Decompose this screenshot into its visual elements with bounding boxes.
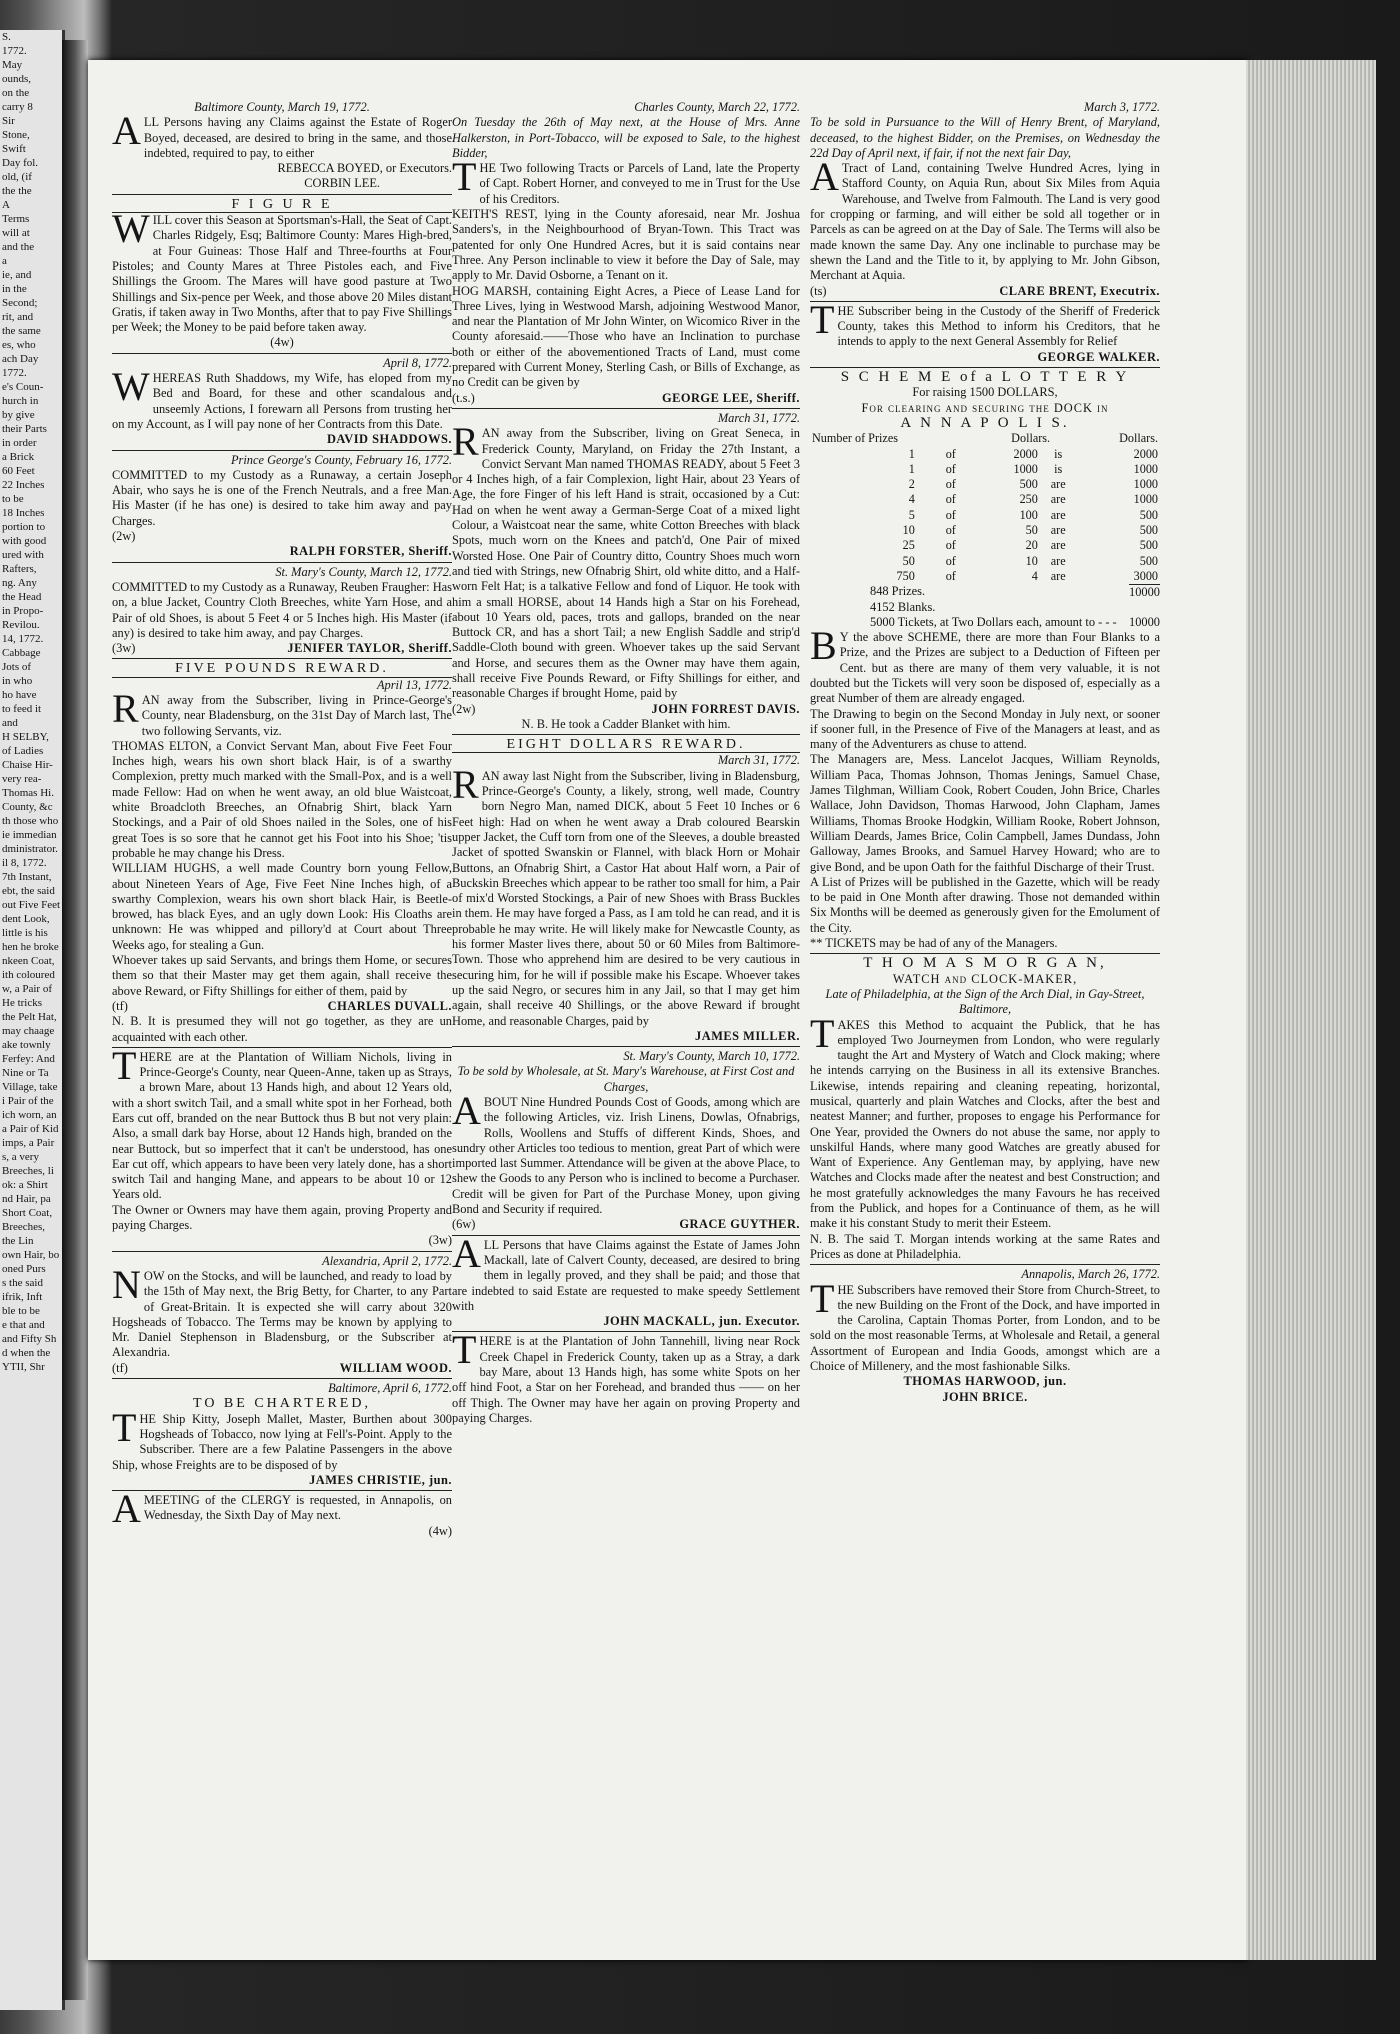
table-row — [810, 508, 1160, 523]
ad-code: (tf) — [112, 998, 128, 1013]
ad-code: (4w) — [428, 1523, 452, 1538]
ad-body: Whoever takes up said Servants, and brings them Home, or secures them so that their Master may get them again, shall receive the above Reward, or Fifty Shillings for either of them, paid by — [112, 953, 452, 998]
ad-figure-stallion — [112, 197, 452, 354]
ad-body: COMMITTED to my Custody as a Runaway, a certain Joseph Abair, who says he is one of the French Neutrals, and a free Man. His Master (if he has one) is desired to take him away and pay Charges. — [112, 467, 452, 528]
facing-page-line: Breeches, — [2, 1221, 46, 1233]
table-cell: 500 — [1139, 553, 1158, 568]
facing-page-line: Thomas Hi. — [2, 787, 54, 799]
ad-body: A List of Prizes will be published in the Gazette, which will be ready to be paid in One Month after drawing. Those not demanded within Six Months will be deemed as generously given for the Emolument of the City. — [810, 874, 1160, 935]
dateline: St. Mary's County, March 10, 1772. — [623, 1049, 800, 1064]
signature: JENIFER TAYLOR, Sheriff. — [287, 641, 452, 656]
ad-body: ALL Persons having any Claims against the Estate of Roger Boyed, deceased, are desired to bring in the same, and those indebted, required to pay, to either — [112, 108, 452, 160]
table-cell: 2000 — [1133, 446, 1158, 461]
facing-page-line: ounds, — [2, 73, 32, 85]
ad-body: THERE is at the Plantation of John Tannehill, living near Rock Creek Chapel in Frederick County, taken up as a Stray, a dark bay Mare, about 13 Hands high, has some white Spots on her off hind Foot, a Star on her Forehead, and branded thus —— on her off Thigh. The Owner may have her again on proving Property and paying Charges. — [452, 1327, 800, 1425]
facing-page-line: YTII, Shr — [2, 1361, 45, 1373]
facing-page-line: 1772. — [2, 45, 27, 57]
tickets-line: 5000 Tickets, at Two Dollars each, amount to - - - — [870, 614, 1117, 629]
table-cell: 25 — [902, 538, 915, 553]
table-cell: are — [1050, 523, 1066, 538]
facing-page-line: S. — [2, 31, 11, 43]
ad-body: BY the above SCHEME, there are more than Four Blanks to a Prize, and the Prizes are subject to a Deduction of Fifteen per Cent. but as there are many of them very valuable, it is not doubted but the Tickets will very soon be disposed of, especially as a great Number of them are already engaged. — [810, 623, 1160, 706]
prize-rows — [810, 447, 1160, 585]
ad-code: (2w) — [452, 701, 476, 716]
ad-brent-land — [810, 100, 1160, 302]
table-cell: of — [945, 461, 956, 476]
facing-page-line: i Pair of the — [2, 1095, 54, 1107]
facing-page-line: Chaise Hir- — [2, 759, 53, 771]
facing-page-line: old, (if — [2, 171, 32, 183]
facing-page-line: the Lin — [2, 1235, 34, 1247]
facing-page-line: il 8, 1772. — [2, 857, 47, 869]
ad-fraugher-runaway — [112, 565, 452, 660]
column-header: Number of Prizes — [812, 431, 898, 446]
dateline: Alexandria, April 2, 1772. — [322, 1253, 452, 1268]
facing-page-line: Rafters, — [2, 563, 37, 575]
signature: JAMES MILLER. — [695, 1028, 800, 1043]
ad-body: WILLIAM HUGHS, a well made Country born young Fellow, about Nineteen Years of Age, Five Feet Nine Inches high, of a swarthy Complexion, wears his own short black Hair, is Beetle-browed, has black Eyes, and an ugly down Look: His Cloaths are unknown: He was whipped and pillory'd at Court about Three Weeks ago, for stealing a Gun. — [112, 861, 452, 952]
table-cell: 100 — [1019, 507, 1038, 522]
ad-subheading: Late of Philadelphia, at the Sign of the Arch Dial, in Gay-Street, Baltimore, — [825, 986, 1145, 1017]
facing-page-line: Second; — [2, 297, 38, 309]
table-cell: 2 — [908, 477, 915, 492]
dateline: Baltimore, April 6, 1772. — [328, 1381, 452, 1396]
facing-page-line: imps, a Pair — [2, 1137, 55, 1149]
table-cell: of — [945, 538, 956, 553]
ad-body: KEITH'S REST, lying in the County aforesaid, near Mr. Joshua Sanders's, in the Neighbourhood of Bryan-Town. This Tract was patented for only One Hundred Acres, but it is said contains near Three. Any Person inclinable to view it before the Day of Sale, may apply to Mr. David Osborne, a Tenant on it. — [452, 207, 800, 283]
facing-page-line: hurch in — [2, 395, 39, 407]
signature: RALPH FORSTER, Sheriff. — [289, 544, 452, 559]
lottery-purpose: For raising 1500 DOLLARS, — [912, 385, 1058, 400]
facing-page-line: in order — [2, 437, 37, 449]
ad-intro: On Tuesday the 26th of May next, at the House of Mrs. Anne Halkerston, in Port-Tobacco, will be exposed to Sale, to the highest Bidder, — [452, 115, 800, 160]
dateline: April 8, 1772. — [383, 355, 452, 370]
signature: JAMES CHRISTIE, jun. — [309, 1472, 452, 1487]
prizes-total: 10000 — [1129, 585, 1160, 600]
ad-code: (t.s.) — [452, 390, 475, 405]
facing-page-line: in who — [2, 675, 33, 687]
facing-page-line: ake townly — [2, 1039, 51, 1051]
ad-heading: FIVE POUNDS REWARD. — [112, 661, 452, 677]
ad-guyther-goods — [452, 1049, 800, 1236]
ad-body: RAN away from the Subscriber, living on Great Seneca, in Frederick County, Maryland, on Friday the 27th Instant, a Convict Servant Man named THOMAS READY, about 5 Feet 3 or 4 Inches high, of a fair Complexion, light Hair, about 23 Years of Age, the fore Finger of his left Hand is strait, occasioned by a Cut: Had on when he went away a German-Serge Coat of a mixed light Colour, a Waistcoat near the same, white Cotton Breeches with black Spots, much worn on the Knees and patch'd, One Pair of mixed Worsted Hose. One Pair of Country ditto, Country Shoes much worn and tied with Strings, new Ofnabrig Shirt, old white ditto, and a Half-worn Felt Hat; is a talkative Fellow and fond of Liquor. He took with him a small HORSE, about 14 Hands high a Star on his Forehead, about 10 Years old, paces, trots and gallops, branded on the near Buttock CR, and has a short Tail; a new English Saddle and strip'd Saddle-Cloth bound with green. Whoever takes up the said Servant and Horse, and secures them as the Owner may have them again, shall receive Five Pounds Reward, or Fifty Shillings for either, and reasonable Charges if brought Home, paid by — [452, 419, 800, 701]
ad-code: (ts) — [810, 283, 827, 298]
ad-body: THE Two following Tracts or Parcels of Land, late the Property of Capt. Robert Horner, and conveyed to me in Trust for the Use of his Creditors. — [452, 154, 800, 206]
ad-eight-dollars-reward — [452, 737, 800, 1047]
dateline: Prince George's County, February 16, 1772. — [230, 452, 452, 467]
facing-page-line: to feed it — [2, 703, 42, 715]
dateline: St. Mary's County, March 12, 1772. — [275, 564, 452, 579]
facing-page-line: 18 Inches — [2, 507, 45, 519]
ad-clergy-meeting — [112, 1486, 452, 1539]
lottery-place: A N N A P O L I S. — [900, 414, 1070, 431]
facing-page-line: Sir — [2, 115, 15, 127]
facing-page-line: H SELBY, — [2, 731, 49, 743]
table-cell: 10 — [902, 523, 915, 538]
facing-page-line: ho have — [2, 689, 37, 701]
ad-body: The Drawing to begin on the Second Monday in July next, or sooner if sooner full, in the Presence of Five of the Managers at least, and as many of the Adventurers as chuse to attend. — [810, 706, 1160, 752]
facing-page-line: will at — [2, 227, 30, 239]
facing-page-line: Breeches, li — [2, 1165, 54, 1177]
facing-page-line: 60 Feet — [2, 465, 35, 477]
signature: JOHN MACKALL, jun. Executor. — [603, 1314, 800, 1329]
ad-heading: EIGHT DOLLARS REWARD. — [452, 737, 800, 753]
facing-page-line: 7th Instant, — [2, 871, 52, 883]
facing-page-line: ie immedian — [2, 829, 57, 841]
table-cell: of — [945, 507, 956, 522]
table-cell: 250 — [1019, 492, 1038, 507]
facing-page-line: es, who — [2, 339, 36, 351]
ad-body: The Managers are, Mess. Lancelot Jacques, William Reynolds, William Paca, Thomas Johnson, Thomas Jenings, Samuel Chase, James Tilghman, William Cook, Robert Couden, John Brice, Charles Wallace, John Davidson, Thomas Harwood, John Clapham, James Williams, Thomas Brooke Hodgkin, William Rooke, Robert Johnson, William Deards, James Brice, Colin Campbell, James Dundass, John Galloway, James Brooks, and Samuel Harvey Howard; who are to give Bond, and be upon Oath for the faithful Discharge of their Trust. — [810, 752, 1160, 874]
ad-code: (2w) — [112, 529, 136, 544]
facing-page-line: of Ladies — [2, 745, 44, 757]
facing-page-line: 1772. — [2, 367, 27, 379]
facing-page-line: A — [2, 199, 10, 211]
facing-page-line: rit, and — [2, 311, 34, 323]
table-cell: are — [1050, 507, 1066, 522]
facing-page-line: 14, 1772. — [2, 633, 44, 645]
facing-page-line: with good — [2, 535, 47, 547]
ad-body: THE Subscribers have removed their Store from Church-Street, to the new Building on the Front of the Dock, and have imported in the Carolina, Captain Thomas Porter, from London, and to be sold on the most reasonable Terms, at Wholesale and Retail, a general Assortment of European and India Goods, amongst which are a Choice of Millenery, and the most fashionable Silks. — [810, 1275, 1160, 1374]
facing-page-line: d when the — [2, 1347, 51, 1359]
facing-page-line: Ferfey: And — [2, 1053, 55, 1065]
signature: JOHN FORREST DAVIS. — [651, 701, 800, 716]
facing-page-line: ebt, the said — [2, 885, 55, 897]
table-row — [810, 538, 1160, 553]
table-cell: 1000 — [1013, 461, 1038, 476]
ad-body: AMEETING of the CLERGY is requested, in Annapolis, on Wednesday, the Sixth Day of May next. — [112, 1486, 452, 1532]
dateline: April 13, 1772. — [376, 677, 452, 692]
facing-page-line: portion to — [2, 521, 46, 533]
ad-body: COMMITTED to my Custody as a Runaway, Reuben Fraugher: Has on, a blue Jacket, Country Cloth Breeches, white Yarn Hose, and a Pair of old Shoes, is about 5 Feet 4 or 5 Inches high. His Master (if any) is desired to take him away, and pay Charges. — [112, 579, 452, 640]
table-cell: are — [1050, 568, 1066, 583]
facing-page-line: in the — [2, 283, 27, 295]
facing-page-line: May — [2, 59, 23, 71]
ad-code: (4w) — [270, 335, 294, 350]
table-row — [810, 569, 1160, 584]
facing-page-line: Short Coat, — [2, 1207, 53, 1219]
table-cell: 4 — [1031, 568, 1038, 583]
ad-heading: S C H E M E of a L O T T E R Y — [840, 369, 1130, 386]
dateline: March 31, 1772. — [717, 753, 800, 768]
facing-page-line: Nine or Ta — [2, 1067, 49, 1079]
ad-heading: TO BE CHARTERED, — [193, 1396, 371, 1412]
facing-page-line: ach Day — [2, 353, 39, 365]
dateline: Baltimore County, March 19, 1772. — [194, 100, 370, 114]
ad-body: RAN away from the Subscriber, living in Prince-George's County, near Bladensburg, on the 31st Day of March last, The two following Servants, viz. — [112, 685, 452, 738]
facing-page-line: the Pelt Hat, — [2, 1011, 57, 1023]
facing-page-line: County, &c — [2, 801, 53, 813]
table-header — [810, 431, 1160, 446]
facing-page-line: ng. Any — [2, 577, 37, 589]
facing-page-line: Stone, — [2, 129, 30, 141]
tickets-total: 10000 — [1129, 614, 1160, 629]
facing-page-line: e's Coun- — [2, 381, 44, 393]
signature: JOHN BRICE. — [942, 1389, 1028, 1404]
ad-body: THE Ship Kitty, Joseph Mallet, Master, Burthen about 300 Hogsheads of Tobacco, now lying at Fell's-Point. Apply to the Subscriber. There are a few Palatine Passengers in the above Ship, whose Freights are to be disposed of by — [112, 1404, 452, 1472]
table-row — [810, 462, 1160, 477]
blanks-count: 4152 Blanks. — [870, 599, 936, 614]
signature: GEORGE WALKER. — [1037, 349, 1160, 364]
ad-body: TAKES this Method to acquaint the Publick, that he has employed Two Journeymen from London, who were regularly taught the Art and Mystery of Watch and Clock making; where he intends carrying on the Business in all its extensive Branches. Likewise, intends repairing and cleaning repeating, horizontal, musical, quarterly and plain Watches and Clocks, after the best and neatest Manner; and further, proposes to engage his Performance for One Year, provided the Owners do not abuse the same, nor apply to unskilful Hands, where many good Watches are greatly abused for Want of Experience. Any Gentleman may, by applying, have new Watches and Clocks made after the neatest and best Construction; and he most gratefully acknowledges the many Favours he has received from the Publick, and hopes for a Continuance of them, as he will make it his constant Study to merit their Esteem. — [810, 1010, 1160, 1231]
ad-body: THERE are at the Plantation of William Nichols, living in Prince-George's County, near Queen-Anne, taken up as Strays, a brown Mare, about 13 Hands high, and about 12 Years old, with a short switch Tail, and a small white spot in her Forhead, both Ears cut off, branded on the near Buttock thus B but not very plain: Also, a small dark bay Horse, about 12 Hands high, branded on the near Buttock, but so imperfect that it can't be understood, has one Ear cut off, which appears to have been very lately done, has a short switch Tail and hanging Mane, and appears to be about 10 or 12 Years old. — [112, 1042, 452, 1202]
table-cell: are — [1050, 538, 1066, 553]
ad-boyed-estate — [112, 100, 452, 195]
ad-harwood-brice — [810, 1267, 1160, 1405]
facing-page-line: nkeen Coat, — [2, 955, 55, 967]
ad-lottery-scheme — [810, 370, 1160, 954]
table-row — [810, 477, 1160, 492]
column-header: Dollars. — [1011, 431, 1051, 446]
table-cell: of — [945, 553, 956, 568]
ad-code: (tf) — [112, 1360, 128, 1375]
signature: CLARE BRENT, Executrix. — [999, 283, 1160, 298]
facing-page-line: their Parts — [2, 423, 47, 435]
facing-page-line: He tricks — [2, 997, 43, 1009]
ad-ready-runaway — [452, 411, 800, 735]
ad-shaddows — [112, 356, 452, 451]
table-cell: 750 — [896, 568, 915, 583]
ad-heading: T H O M A S M O R G A N, — [863, 955, 1107, 972]
facing-page-line: a — [2, 255, 7, 267]
prizes-count: 848 Prizes. — [870, 584, 926, 599]
signature: GRACE GUYTHER. — [679, 1217, 800, 1232]
table-cell: 3000 — [1133, 568, 1158, 583]
facing-page-line: Swift — [2, 143, 26, 155]
table-row — [810, 523, 1160, 538]
ad-code: (3w) — [112, 641, 136, 656]
table-cell: are — [1050, 553, 1066, 568]
facing-page-line: ich worn, an — [2, 1109, 57, 1121]
signature: DAVID SHADDOWS. — [326, 432, 452, 447]
ad-intro: To be sold in Pursuance to the Will of Henry Brent, of Maryland, deceased, to the highest Bidder, on the Premises, on Wednesday the 22d Day of April next, if fair, if not the next fair Day, — [810, 115, 1160, 160]
table-cell: of — [945, 523, 956, 538]
table-cell: 500 — [1019, 477, 1038, 492]
table-cell: 500 — [1139, 523, 1158, 538]
lottery-purpose: For clearing and securing the DOCK in — [861, 400, 1109, 415]
table-cell: of — [945, 568, 956, 583]
facing-page-line: ok: a Shirt — [2, 1179, 48, 1191]
facing-page-line: and the — [2, 241, 35, 253]
facing-page-line: and Fifty Sh — [2, 1333, 57, 1345]
table-cell: are — [1050, 477, 1066, 492]
table-cell: 4 — [908, 492, 915, 507]
facing-page-line: Day fol. — [2, 157, 39, 169]
table-cell: 50 — [1025, 523, 1038, 538]
table-cell: 5 — [908, 507, 915, 522]
facing-page-line: out Five Feet — [2, 899, 61, 911]
table-cell: of — [945, 446, 956, 461]
ad-code: (6w) — [452, 1217, 476, 1232]
facing-page-line: Jots of — [2, 661, 32, 673]
ad-body: ABOUT Nine Hundred Pounds Cost of Goods, among which are the following Articles, viz. Irish Linens, Dowlas, Ofnabrigs, Rolls, Woollens and Stuffs of different Kinds, Shoes, and sundry other Articles too tedious to mention, great Part of which were imported last Summer. Attendance will be given at the above Place, to shew the Goods to any Person who is inclined to become a Purchaser. Credit will be given for Part of the Purchase Money, upon giving Bond and Security if required. — [452, 1088, 800, 1217]
signature: CHARLES DUVALL. — [327, 998, 452, 1013]
column-header: Dollars. — [1119, 431, 1158, 446]
ad-thomas-morgan — [810, 956, 1160, 1265]
ad-subheading: WATCH and CLOCK-MAKER, — [892, 971, 1078, 986]
facing-page-line: ured with — [2, 549, 44, 561]
table-cell: 1000 — [1133, 492, 1158, 507]
facing-page-line: little is his — [2, 927, 48, 939]
ad-intro: To be sold by Wholesale, at St. Mary's Warehouse, at First Cost and Charges, — [457, 1064, 795, 1094]
facing-page-line: own Hair, bo — [2, 1249, 60, 1261]
ad-body: WHEREAS Ruth Shaddows, my Wife, has eloped from my Bed and Board, for these and other scandalous and unseemly Actions, I forewarn all Persons from trusting her on my Account, as I will pay none of her Contracts from this Date. — [112, 364, 452, 431]
ad-body: HOG MARSH, containing Eight Acres, a Piece of Lease Land for Three Lives, lying in Westwood Marsh, adjoining Westwood Manor, and near the Plantation of Mr John Winter, on Wicomico River in the County aforesaid.——Those who have an Inclination to purchase both or either of the abovementioned Tracts of Land, must come prepared with Current Money, Sterling Cash, or Bills of Exchange, as no Credit can be given by — [452, 283, 800, 390]
ad-note: N. B. It is presumed they will not go together, as they are un acquainted with each other. — [112, 1014, 452, 1044]
dateline: Annapolis, March 26, 1772. — [1021, 1267, 1160, 1282]
facing-page-line: the same — [2, 325, 41, 337]
facing-page-line: on the — [2, 87, 30, 99]
column-3 — [810, 100, 1160, 1405]
facing-page-line: Terms — [2, 213, 30, 225]
ad-five-pounds-reward — [112, 661, 452, 1047]
facing-page-line: to be — [2, 493, 24, 505]
facing-page-line: hen he broke — [2, 941, 59, 953]
ad-tannehill-stray — [452, 1327, 800, 1426]
table-cell: are — [1050, 492, 1066, 507]
signature: GEORGE LEE, Sheriff. — [661, 390, 800, 405]
ad-body: RAN away last Night from the Subscriber, living in Bladensburg, Prince-George's County, a likely, strong, well made, Country born Negro Man, named DICK, about 5 Feet 10 Inches or 6 Feet high: Had on when he went away a Drab coloured Bearskin upper Jacket, the Cuff torn from one of the Sleeves, a double breasted Jacket of spotted Swanskin or Flannel, with black Horn or Mohair Buttons, an Ofnabrig Shirt, a Castor Hat about Half worn, a Pair of Buckskin Breeches which appear to be rather too small for him, a Pair of mix'd Worsted Stockings, a Pair of new Shoes with Brass Buckles in them. He may have forged a Pass, as I am told he can read, and it is probable he may write. He will likely make for Newcastle County, as his former Master lives there, about 50 or 60 Miles from Baltimore-Town. Those who apprehend him are desired to be very cautious in securing him, for he will if possible make his Escape. Whoever takes up the said Negro, or secures him in any Jail, so that I may get him again, shall receive 40 Shillings, or the above Reward if brought Home, and reasonable Charges, paid by — [452, 761, 800, 1028]
facing-page-line: a Pair of Kid — [2, 1123, 59, 1135]
facing-page-line: carry 8 — [2, 101, 33, 113]
signature: CORBIN LEE. — [304, 176, 380, 191]
facing-page-line: very rea- — [2, 773, 42, 785]
facing-page-line: dent Look, — [2, 913, 50, 925]
facing-page-line: nd Hair, pa — [2, 1193, 51, 1205]
ad-body: THE Subscriber being in the Custody of the Sheriff of Frederick County, takes this Method to inform his Creditors, that he intends to apply to the next General Assembly for Relief — [810, 296, 1160, 349]
signature: REBECCA BOYED, or — [277, 161, 397, 176]
column-2 — [452, 100, 800, 1426]
table-cell: of — [945, 492, 956, 507]
table-cell: is — [1054, 446, 1063, 461]
ad-note: N. B. He took a Cadder Blanket with him. — [521, 716, 731, 731]
ad-heading: F I G U R E — [112, 197, 452, 213]
facing-page-line: and — [2, 717, 18, 729]
ad-brig-betty — [112, 1254, 452, 1379]
ad-nichols-strays — [112, 1042, 452, 1252]
table-row — [810, 554, 1160, 569]
facing-page-line: Village, take — [2, 1081, 58, 1093]
ad-abair-runaway — [112, 453, 452, 563]
ad-body: NOW on the Stocks, and will be launched, and ready to load by the 15th of May next, the Brig Betty, for Charter, to any Part of Great-Britain. It is expected she will carry about 320 Hogsheads of Tobacco. The Terms may be known by applying to Mr. Daniel Stephenson in Bladensburg, or the Subscriber at Alexandria. — [112, 1261, 452, 1360]
table-cell: 500 — [1139, 507, 1158, 522]
ad-mackall-estate — [452, 1230, 800, 1333]
facing-page-line: 22 Inches — [2, 479, 45, 491]
facing-page-line: Revilou. — [2, 619, 40, 631]
facing-page-fragment — [0, 30, 65, 2010]
facing-page-line: dministrator. — [2, 843, 58, 855]
signature-role: Executors. — [399, 161, 452, 176]
ad-body: The Owner or Owners may have them again, proving Property and paying Charges. — [112, 1202, 452, 1233]
facing-page-line: may chaage — [2, 1025, 55, 1037]
facing-page-line: w, a Pair of — [2, 983, 52, 995]
table-cell: 2000 — [1013, 446, 1038, 461]
dateline: March 3, 1772. — [1084, 100, 1160, 114]
table-cell: 10 — [1025, 553, 1038, 568]
ad-land-sale-charles — [452, 100, 800, 409]
facing-page-line: a Brick — [2, 451, 35, 463]
dateline: March 31, 1772. — [717, 410, 800, 425]
prize-table — [810, 431, 1160, 584]
facing-page-line: Cabbage — [2, 647, 41, 659]
ad-body: ALL Persons that have Claims against the Estate of James John Mackall, late of Calvert County, deceased, are desired to bring them in legally proved, and they shall be paid; and those that are indebted to said Estate are requested to make speedy Settlement with — [452, 1230, 800, 1313]
dateline: Charles County, March 22, 1772. — [634, 100, 800, 114]
facing-page-line: ie, and — [2, 269, 32, 281]
ad-ship-kitty — [112, 1381, 452, 1491]
facing-page-line: th those who — [2, 815, 59, 827]
table-cell: 1000 — [1133, 477, 1158, 492]
table-cell: 500 — [1139, 538, 1158, 553]
ad-body: THOMAS ELTON, a Convict Servant Man, about Five Feet Four Inches high, wears his own short black Hair, is of a swarthy Complexion, pretty much marked with the Small-Pox, and is a well made Fellow: Had on when he went away, an old blue Waistcoat, white Broadcloth Breeches, an Ofnabrig Shirt, black Yarn Stockings, and a Pair of old Shoes nailed in the Soles, one of his great Toes is so sore that he cannot get his Foot into his Shoe; 'tis probable he may change his Dress. — [112, 738, 452, 860]
column-1 — [112, 100, 452, 1539]
table-cell: is — [1054, 461, 1063, 476]
facing-page-line: ifrik, Inft — [2, 1291, 43, 1303]
ad-body: ATract of Land, containing Twelve Hundred Acres, lying in Stafford County, on Aquia Run, about Six Miles from Aquia Warehouse, and Twelve from Falmouth. The Land is very good for cropping or farming, and will either be sold all together or in Parcels as can be agreed on at the Day of Sale. The Terms will also be made known the same Day. Any one inclinable to purchase may be shewn the Land and the Title to it, by applying to Mr. John Gibson, Merchant at Aquia. — [810, 154, 1160, 283]
facing-page-line: by give — [2, 409, 35, 421]
ad-note: N. B. The said T. Morgan intends working at the same Rates and Prices as done at Philadelphia. — [810, 1231, 1160, 1261]
ad-body: ** TICKETS may be had of any of the Managers. — [810, 936, 1058, 951]
table-cell: 20 — [1025, 538, 1038, 553]
table-cell: 1000 — [1133, 461, 1158, 476]
ad-code: (3w) — [428, 1233, 452, 1248]
table-cell: 1 — [908, 446, 915, 461]
facing-page-line: s the said — [2, 1277, 43, 1289]
table-row — [810, 447, 1160, 462]
facing-page-line: ith coloured — [2, 969, 55, 981]
table-row — [810, 492, 1160, 507]
table-cell: of — [945, 477, 956, 492]
ad-walker-creditors — [810, 296, 1160, 368]
facing-page-line: the Head — [2, 591, 42, 603]
table-cell: 50 — [902, 553, 915, 568]
facing-page-line: the the — [2, 185, 32, 197]
facing-page-line: oned Purs — [2, 1263, 46, 1275]
book-gutter — [62, 40, 88, 2000]
facing-page-line: e that and — [2, 1319, 45, 1331]
facing-page-line: s, a very — [2, 1151, 39, 1163]
signature: WILLIAM WOOD. — [339, 1360, 452, 1375]
signature: THOMAS HARWOOD, jun. — [903, 1374, 1067, 1389]
facing-page-line: ble to be — [2, 1305, 40, 1317]
ad-body: WILL cover this Season at Sportsman's-Hall, the Seat of Capt. Charles Ridgely, Esq; Baltimore County: Mares High-bred, at Four Guineas: Those Half and Three-fourths at Four Pistoles; and County Mares at Three Pistoles each, and Five Shillings the Groom. The Mares will have good pasture at Two Shillings and Six-pence per Week, and those above 20 Miles distant Gratis, if taken away in Two Months, after that to pay Five Shillings per Week; the Money to be paid before taken away. — [112, 206, 452, 335]
table-cell: 1 — [908, 461, 915, 476]
page-stack-edge — [1246, 60, 1376, 1960]
facing-page-line: in Propo- — [2, 605, 44, 617]
